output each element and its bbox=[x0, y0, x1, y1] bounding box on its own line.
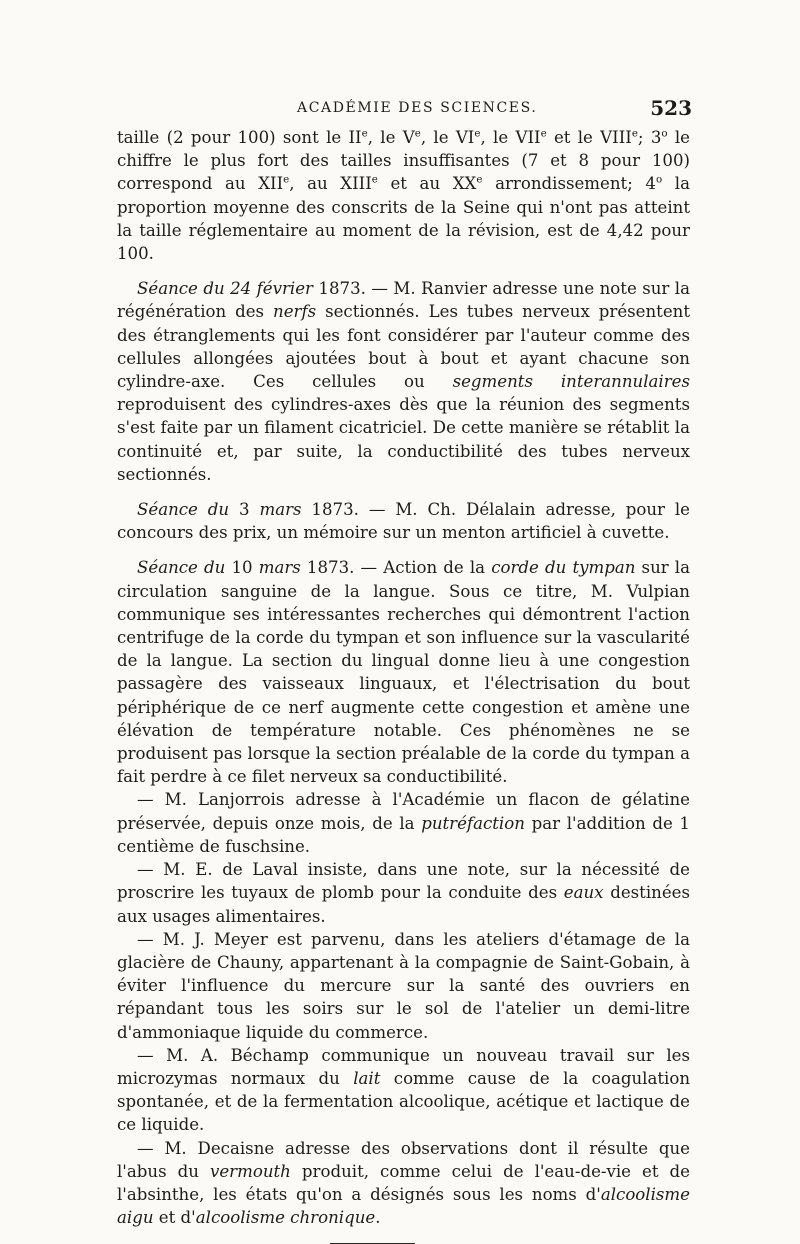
page-number: 523 bbox=[650, 96, 692, 120]
superscript-text: e bbox=[361, 127, 368, 140]
paragraph-seance-3-mars bbox=[117, 498, 690, 544]
text-run: 1873. — M. Ranvier adresse une note sur la régénération des bbox=[117, 279, 690, 322]
paragraph-seance-10-mars bbox=[117, 556, 690, 788]
text-run: — M. Decaisne adresse des observations dont il résulte que l'abus du bbox=[117, 1138, 690, 1181]
italic-text: eaux bbox=[563, 883, 604, 903]
text-run: destinées aux usages alimentaires. bbox=[117, 883, 690, 926]
italic-text: mars bbox=[258, 558, 301, 578]
paragraph-de-laval bbox=[117, 858, 690, 928]
text-run: . bbox=[375, 1208, 381, 1228]
text-run: produit, comme celui de l'eau-de-vie et de l'absinthe, les états qu'on a désignés sous les noms d' bbox=[117, 1161, 690, 1204]
text-run: ; 3 bbox=[637, 128, 662, 147]
italic-text: lait bbox=[353, 1068, 381, 1088]
text-run: sectionnés. Les tubes nerveux présentent des étranglements qui les font considérer par l'auteur comme des cellules allongées ajoutées bout à bout et ayant chacune son cylindre-axe. Ces cellules ou bbox=[117, 302, 691, 392]
superscript-text: e bbox=[371, 173, 378, 186]
text-run: — M. Lanjorrois adresse à l'Académie un flacon de gélatine préservée, depuis onze mois, de la bbox=[117, 790, 690, 833]
text-run: comme cause de la coagulation spontanée, et de la fermentation alcoolique, acétique et lactique de ce liquide. bbox=[117, 1068, 691, 1135]
paragraph-conscrits bbox=[117, 126, 690, 265]
italic-text: corde du tympan bbox=[491, 558, 636, 578]
superscript-text: e bbox=[414, 127, 421, 140]
text-run: 3 bbox=[229, 500, 260, 520]
italic-text: putréfaction bbox=[421, 813, 525, 833]
italic-text: nerfs bbox=[273, 302, 317, 322]
text-run: arrondissement; 4 bbox=[482, 174, 656, 194]
superscript-text: e bbox=[476, 173, 483, 186]
italic-text: alcoolisme chronique bbox=[195, 1208, 376, 1228]
text-run: 1873. — Action de la bbox=[300, 558, 492, 578]
text-run: et le VIII bbox=[546, 128, 632, 147]
text-run: , le VI bbox=[420, 128, 475, 147]
superscript-text: e bbox=[474, 127, 481, 140]
paragraph-seance-24-fevrier bbox=[117, 277, 690, 486]
paragraph-bechamp bbox=[117, 1044, 690, 1137]
superscript-text: e bbox=[540, 127, 547, 140]
italic-text: vermouth bbox=[209, 1161, 291, 1181]
paragraph-lanjorrois bbox=[117, 788, 690, 858]
text-run: 10 bbox=[225, 558, 259, 578]
text-run: et au XX bbox=[377, 174, 477, 194]
text-run: taille (2 pour 100) sont le II bbox=[117, 128, 362, 147]
running-title: ACADÉMIE DES SCIENCES. bbox=[297, 100, 538, 116]
text-run: sur la circulation sanguine de la langue. Sous ce titre, M. Vulpian communique ses intéressantes recherches qui démontrent l'action centrifuge de la corde du tympan et son influence sur la vascularité de la langue. La section du lingual donne lieu à une congestion passagère des vaisseaux linguaux, et l'électrisation du bout périphérique de ce nerf augmente cette congestion et amène une élévation de température notable. Ces phénomènes ne se produisent pas lorsque la section préalable de la corde du tympan a fait perdre à ce filet nerveux sa conductibilité. bbox=[117, 558, 691, 787]
text-run: — M. A. Béchamp communique un nouveau travail sur les microzymas normaux du bbox=[117, 1045, 690, 1088]
text-run: la proportion moyenne des conscrits de la Seine qui n'ont pas atteint la taille réglementaire au moment de la révision, est de 4,42 pour 100. bbox=[117, 174, 690, 264]
italic-text: mars bbox=[259, 500, 302, 520]
text-run: , le VII bbox=[480, 128, 541, 147]
paragraph-meyer bbox=[117, 928, 690, 1044]
text-run: 1873. — M. Ch. Délalain adresse, pour le concours des prix, un mémoire sur un menton artificiel à cuvette. bbox=[117, 500, 690, 543]
text-run: , au XIII bbox=[289, 174, 372, 194]
superscript-text: e bbox=[283, 173, 290, 186]
italic-text: Séance du bbox=[137, 558, 226, 578]
superscript-text: o bbox=[655, 173, 663, 186]
paragraph-decaisne bbox=[117, 1137, 690, 1230]
text-run: par l'addition de 1 centième de fuschsine. bbox=[117, 813, 690, 856]
italic-text: Séance du bbox=[137, 500, 230, 520]
text-run: reproduisent des cylindres-axes dès que la réunion des segments s'est faite par un filament cicatriciel. De cette manière se rétablit la continuité et, par suite, la conductibilité des tubes nerveux sectionnés. bbox=[117, 395, 690, 484]
superscript-text: o bbox=[661, 127, 668, 140]
text-run: , le V bbox=[367, 128, 415, 147]
italic-text: alcoolisme aigu bbox=[117, 1184, 690, 1228]
text-run: et d' bbox=[153, 1208, 196, 1228]
text-run: — M. E. de Laval insiste, dans une note, sur la nécessité de proscrire les tuyaux de plomb pour la conduite des bbox=[117, 860, 690, 903]
italic-text: Séance du 24 février bbox=[137, 279, 313, 299]
body-text bbox=[117, 126, 690, 1229]
superscript-text: e bbox=[631, 127, 638, 140]
italic-text: segments interannulaires bbox=[452, 372, 690, 392]
text-run: — M. J. Meyer est parvenu, dans les ateliers d'étamage de la glacière de Chauny, appartenant à la compagnie de Saint-Gobain, à éviter l'influence du mercure sur la santé des ouvriers en répandant tous les soirs sur le sol de l'atelier un demi-litre d'ammoniaque liquide du commerce. bbox=[117, 929, 690, 1042]
running-head bbox=[117, 96, 692, 126]
text-run: le chiffre le plus fort des tailles insuffisantes (7 et 8 pour 100) correspond au XII bbox=[117, 128, 691, 194]
